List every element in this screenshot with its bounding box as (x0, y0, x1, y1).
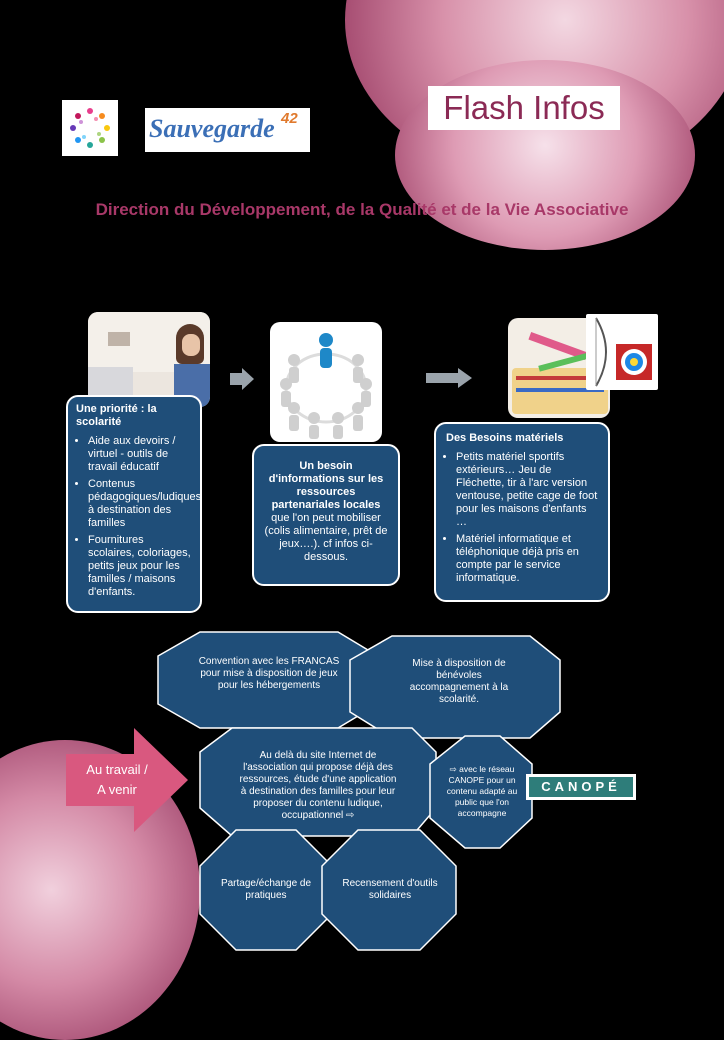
sauvegarde-logo-number: 42 (281, 110, 298, 127)
sauvegarde-logo-text: Sauvegarde (149, 114, 275, 143)
canope-logo: CANOPÉ (526, 774, 636, 800)
list-item: • Petits matériel sportifs extérieurs… Jeu de Fléchette, tir à l'arc version ventouse, petite cage de foot pour les maisons d'enfants … (456, 451, 598, 529)
hexagon-recensement-text: Recensement d'outils solidaires (342, 878, 438, 901)
list-item: • Aide aux devoirs / virtuel - outils de travail éducatif (88, 435, 192, 474)
work-arrow-label (70, 760, 164, 800)
info-need-card-title: Un besoin d'informations sur les ressources partenariales locales (268, 460, 384, 511)
list-item: • Matériel informatique et téléphonique déjà pris en compte par le service informatique. (456, 533, 598, 585)
hexagon-internet-text: Au delà du site Internet de l'association qui propose déjà des ressources, étude d'une application à destination des familles pour leur proposer du contenu ludique, occupationnel ⇨ (239, 750, 397, 821)
list-item: • Contenus pédagogiques/ludiques à destination des familles (88, 478, 192, 530)
priority-card-title: Une priorité : la scolarité (76, 403, 157, 428)
work-arrow-line1: Au travail / (86, 762, 148, 777)
work-arrow-line2: A venir (97, 782, 137, 797)
hexagon-partage-text: Partage/échange de pratiques (220, 878, 312, 901)
list-item: • Fournitures scolaires, coloriages, petits jeux pour les familles / maisons d'enfants. (88, 534, 192, 599)
page-subtitle: Direction du Développement, de la Qualité et de la Vie Associative (95, 200, 629, 219)
page-title: Flash Infos (428, 86, 620, 130)
hexagon-canope-text: ⇨ avec le réseau CANOPE pour un contenu adapté au public que l'on accompagne (446, 764, 518, 818)
hexagon-francas-text: Convention avec les FRANCAS pour mise à disposition de jeux pour les hébergements (198, 656, 340, 691)
info-need-card-body: que l'on peut mobiliser (colis alimentaire, prêt de jeux….). cf infos ci-dessous. (264, 512, 388, 563)
hexagon-benevoles-text: Mise à disposition de bénévoles accompagnement à la scolarité. (409, 658, 509, 705)
materials-card-title: Des Besoins matériels (446, 432, 564, 444)
